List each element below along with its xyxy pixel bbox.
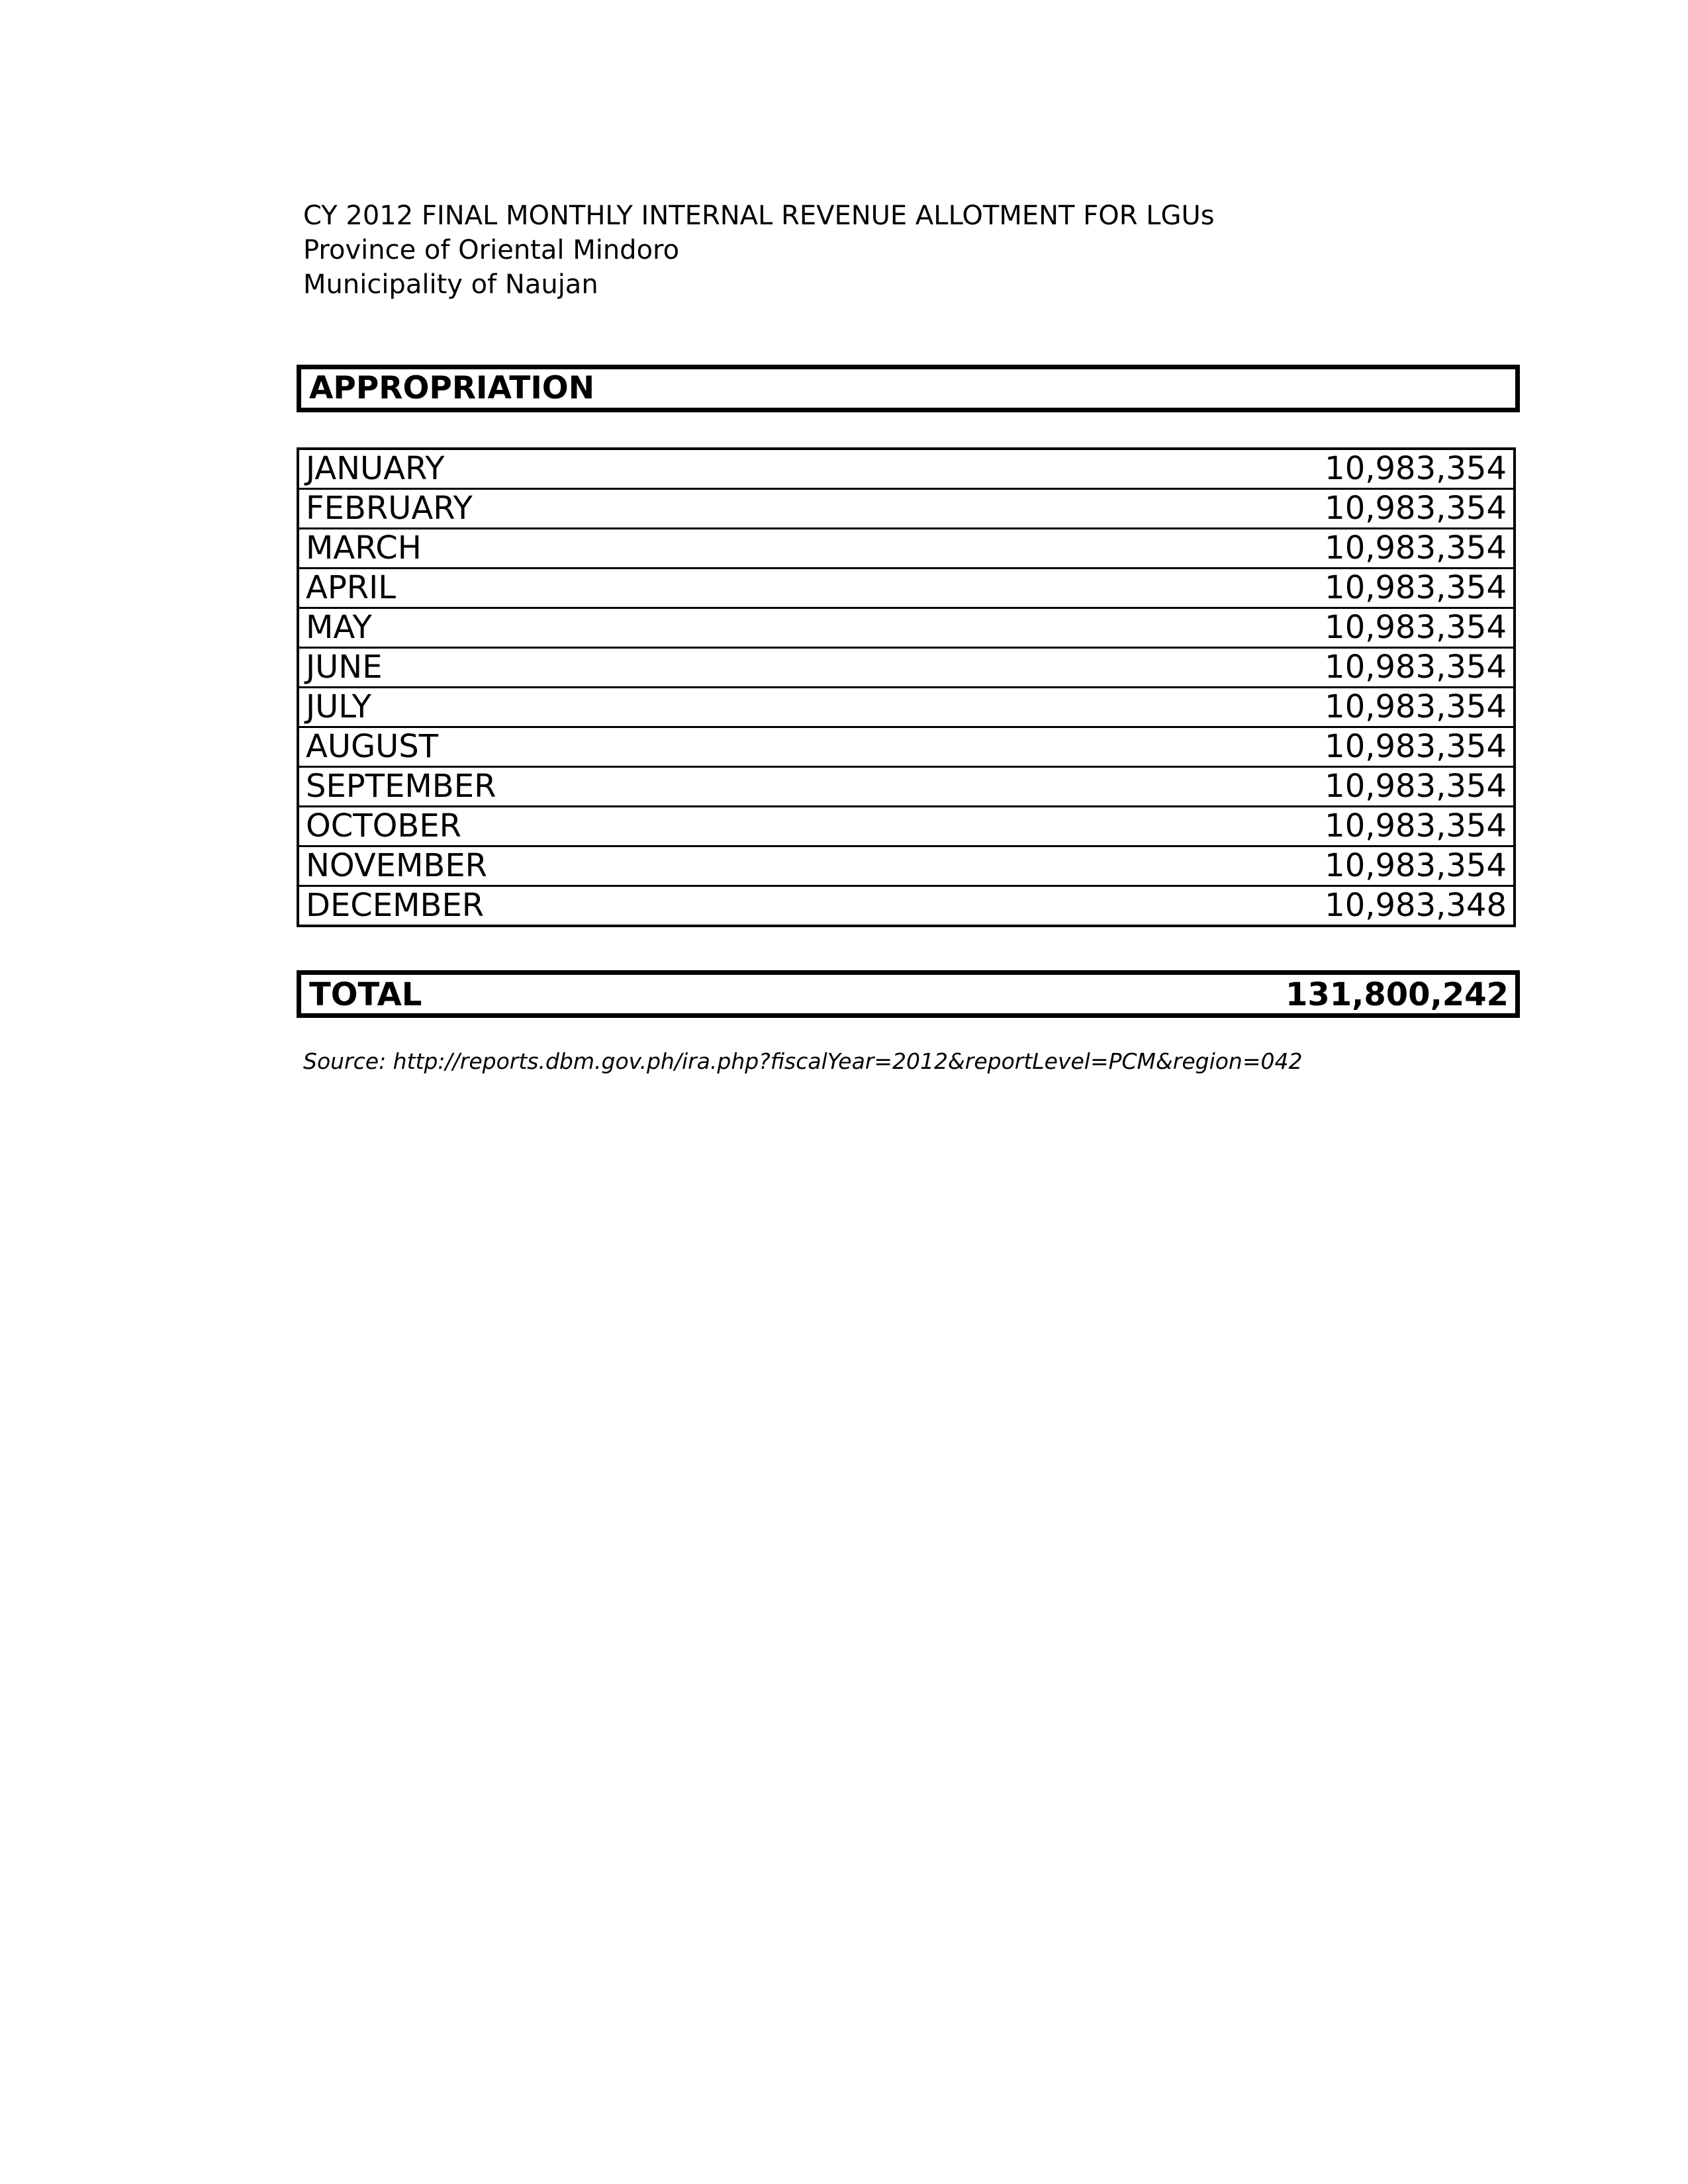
- month-name: FEBRUARY: [306, 490, 473, 527]
- table-row: [298, 807, 1515, 846]
- month-name: SEPTEMBER: [306, 768, 496, 805]
- month-amount: 10,983,354: [1325, 450, 1507, 487]
- appropriation-header-box: [297, 365, 1520, 412]
- month-amount: 10,983,354: [1325, 569, 1507, 606]
- month-amount: 10,983,354: [1325, 609, 1507, 646]
- month-name: JUNE: [306, 649, 383, 686]
- month-amount: 10,983,354: [1325, 649, 1507, 686]
- table-row: [298, 886, 1515, 927]
- month-amount: 10,983,354: [1325, 529, 1507, 567]
- month-amount: 10,983,354: [1325, 768, 1507, 805]
- month-amount: 10,983,354: [1325, 490, 1507, 527]
- month-name: MAY: [306, 609, 372, 646]
- table-row: [298, 767, 1515, 807]
- month-name: DECEMBER: [306, 887, 485, 924]
- month-amount: 10,983,348: [1325, 887, 1507, 924]
- province-line: Province of Oriental Mindoro: [303, 235, 680, 265]
- total-label: TOTAL: [309, 976, 422, 1013]
- table-row: [298, 688, 1515, 727]
- municipality-line: Municipality of Naujan: [303, 269, 598, 300]
- month-name: JULY: [306, 688, 371, 725]
- month-name: APRIL: [306, 569, 397, 606]
- table-row: [298, 648, 1515, 688]
- total-amount: 131,800,242: [1285, 976, 1509, 1013]
- document-header: [303, 199, 1215, 302]
- month-name: JANUARY: [306, 450, 445, 487]
- table-row: [298, 846, 1515, 886]
- table-row: [298, 608, 1515, 648]
- month-name: NOVEMBER: [306, 847, 488, 884]
- monthly-allotment-table: [297, 447, 1516, 927]
- appropriation-label: APPROPRIATION: [309, 370, 595, 406]
- table-row: [298, 727, 1515, 767]
- month-name: MARCH: [306, 529, 422, 567]
- total-box: [297, 970, 1520, 1018]
- source-citation: Source: http://reports.dbm.gov.ph/ira.php?fiscalYear=2012&reportLevel=PCM&region=042: [303, 1048, 1303, 1074]
- month-amount: 10,983,354: [1325, 807, 1507, 844]
- table-row: [298, 569, 1515, 608]
- table-row: [298, 489, 1515, 529]
- month-name: OCTOBER: [306, 807, 462, 844]
- month-amount: 10,983,354: [1325, 728, 1507, 765]
- table-row: [298, 449, 1515, 489]
- month-amount: 10,983,354: [1325, 688, 1507, 725]
- month-amount: 10,983,354: [1325, 847, 1507, 884]
- table-row: [298, 529, 1515, 569]
- document-title: CY 2012 FINAL MONTHLY INTERNAL REVENUE ALLOTMENT FOR LGUs: [303, 201, 1215, 231]
- month-name: AUGUST: [306, 728, 439, 765]
